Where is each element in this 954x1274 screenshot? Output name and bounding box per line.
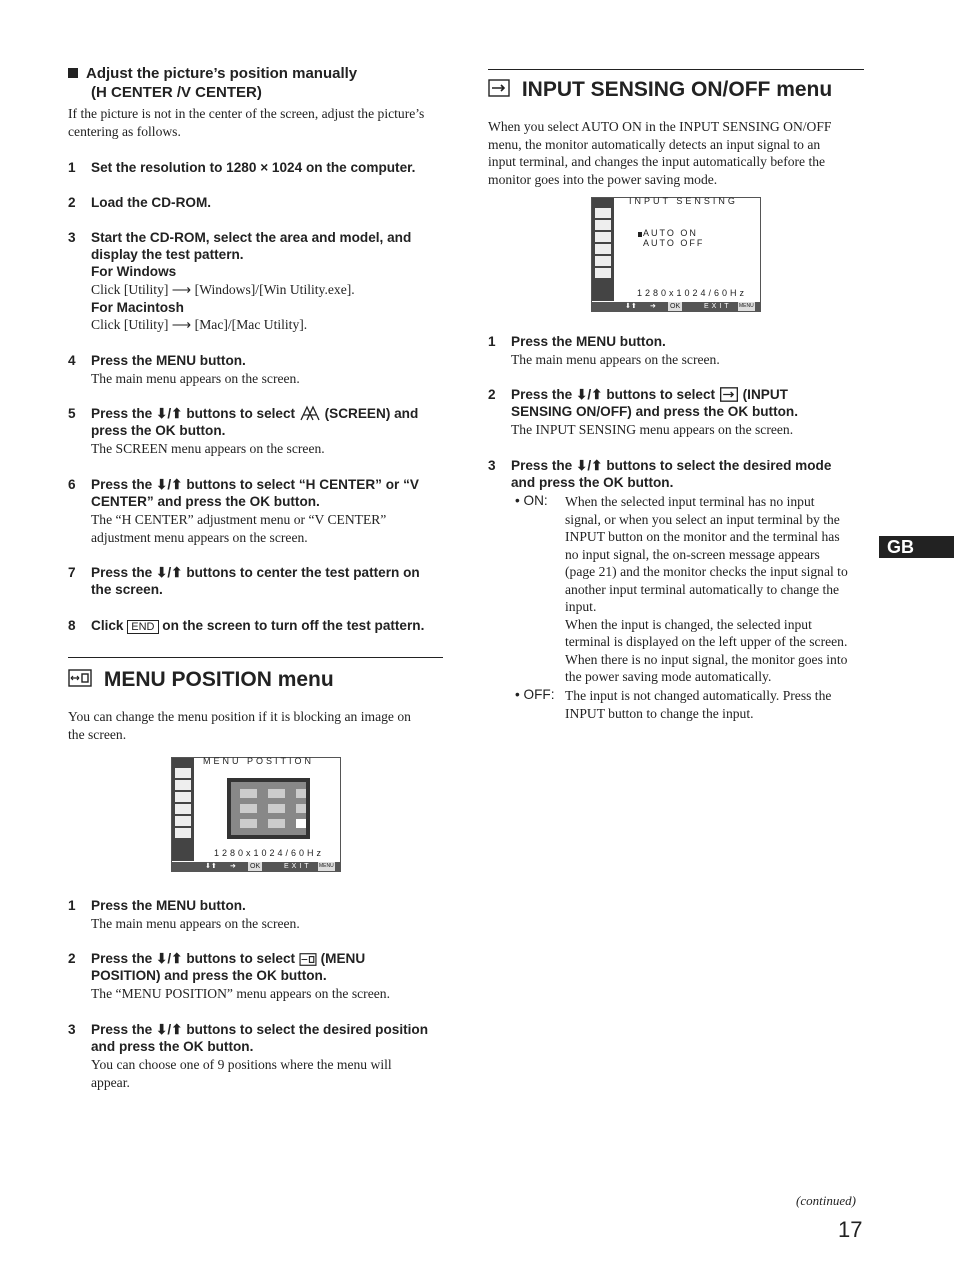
input-sensing-intro: When you select AUTO ON in the INPUT SENSING ON/OFF menu, the monitor automatically detects an input signal to an input terminal, and changes the input automatically before the monitor goes into the power saving mode. xyxy=(488,119,832,187)
mp-step-3: 3 Press the ⬇/⬆ buttons to select the desired position and press the OK button. You can choose one of 9 positions where the menu will appear. xyxy=(68,1022,429,1090)
mp-step-1: 1 Press the MENU button. The main menu appears on the screen. xyxy=(68,898,300,931)
input-sensing-heading: INPUT SENSING ON/OFF menu xyxy=(488,78,832,102)
osd-bottom-bar: ⬇⬆ ➜ OK EXIT MENU xyxy=(592,302,760,311)
menu-position-intro: You can change the menu position if it is blocking an image on the screen. xyxy=(68,709,411,742)
input-sensing-osd: INPUT SENSING AUTO ON AUTO OFF 1280x1024/60Hz ⬇⬆ ➜ OK EXIT MENU xyxy=(591,197,761,312)
adjust-step-4: 4 Press the MENU button. The main menu appears on the screen. xyxy=(68,353,300,386)
adjust-heading: Adjust the picture’s position manually (H CENTER /V CENTER) xyxy=(68,64,357,102)
adjust-step-5: 5 Press the ⬇/⬆ buttons to select (SCREEN) and press the OK button. The SCREEN menu appears on the screen. xyxy=(68,406,419,456)
continued-note: (continued) xyxy=(796,1193,856,1208)
osd-bottom-bar: ⬇⬆ ➜ OK EXIT MENU xyxy=(172,862,340,871)
adjust-step-3: 3 Start the CD-ROM, select the area and model, and display the test pattern. For Windows Click [Utility] ⟶ [Windows]/[Win Utility.exe]. For Macintosh Click [Utility] ⟶ [Mac]/[Mac Utility]. xyxy=(68,230,412,332)
page-number: 17 xyxy=(838,1217,863,1242)
position-grid xyxy=(227,778,310,839)
down-up-arrows-icon: ⬇/⬆ xyxy=(155,951,183,966)
down-up-arrows-icon: ⬇/⬆ xyxy=(155,565,183,580)
adjust-step-7: 7 Press the ⬇/⬆ buttons to center the test pattern on the screen. xyxy=(68,565,420,597)
screen-icon xyxy=(299,405,321,421)
down-up-arrows-icon: ⬇/⬆ xyxy=(575,458,603,473)
is-step-3: 3 Press the ⬇/⬆ buttons to select the desired mode and press the OK button. xyxy=(488,458,832,490)
adjust-step-6: 6 Press the ⬇/⬆ buttons to select “H CENTER” or “V CENTER” and press the OK button. The “H CENTER” adjustment menu or “V CENTER” adjustment menu appears on the screen. xyxy=(68,477,419,545)
is-step-1: 1 Press the MENU button. The main menu appears on the screen. xyxy=(488,334,720,367)
down-up-arrows-icon: ⬇/⬆ xyxy=(575,387,603,402)
menu-position-icon xyxy=(68,669,92,687)
selection-marker xyxy=(638,232,642,237)
end-key: END xyxy=(127,620,158,634)
menu-position-osd: MENU POSITION 1280x1024/60Hz ⬇⬆ ➜ OK EXIT MENU xyxy=(171,757,341,872)
down-up-arrows-icon: ⬇/⬆ xyxy=(155,477,183,492)
section-divider xyxy=(488,69,864,70)
section-divider xyxy=(68,657,443,658)
down-up-arrows-icon: ⬇/⬆ xyxy=(155,1022,183,1037)
adjust-intro: If the picture is not in the center of the screen, adjust the picture’s centering as follows. xyxy=(68,106,425,139)
input-sensing-icon xyxy=(488,79,510,97)
square-bullet-icon xyxy=(68,68,78,78)
is-step-2: 2 Press the ⬇/⬆ buttons to select (INPUT SENSING ON/OFF) and press the OK button. The INPUT SENSING menu appears on the screen. xyxy=(488,387,798,437)
language-tab: GB xyxy=(879,536,954,558)
menu-position-icon xyxy=(299,953,317,966)
mp-step-2: 2 Press the ⬇/⬆ buttons to select (MENU POSITION) and press the OK button. The “MENU POSITION” menu appears on the screen. xyxy=(68,951,390,1001)
osd-icon-column xyxy=(172,758,194,861)
osd-icon-column xyxy=(592,198,614,301)
input-sensing-icon xyxy=(719,387,739,402)
down-up-arrows-icon: ⬇/⬆ xyxy=(155,406,183,421)
menu-position-heading: MENU POSITION menu xyxy=(68,668,334,692)
